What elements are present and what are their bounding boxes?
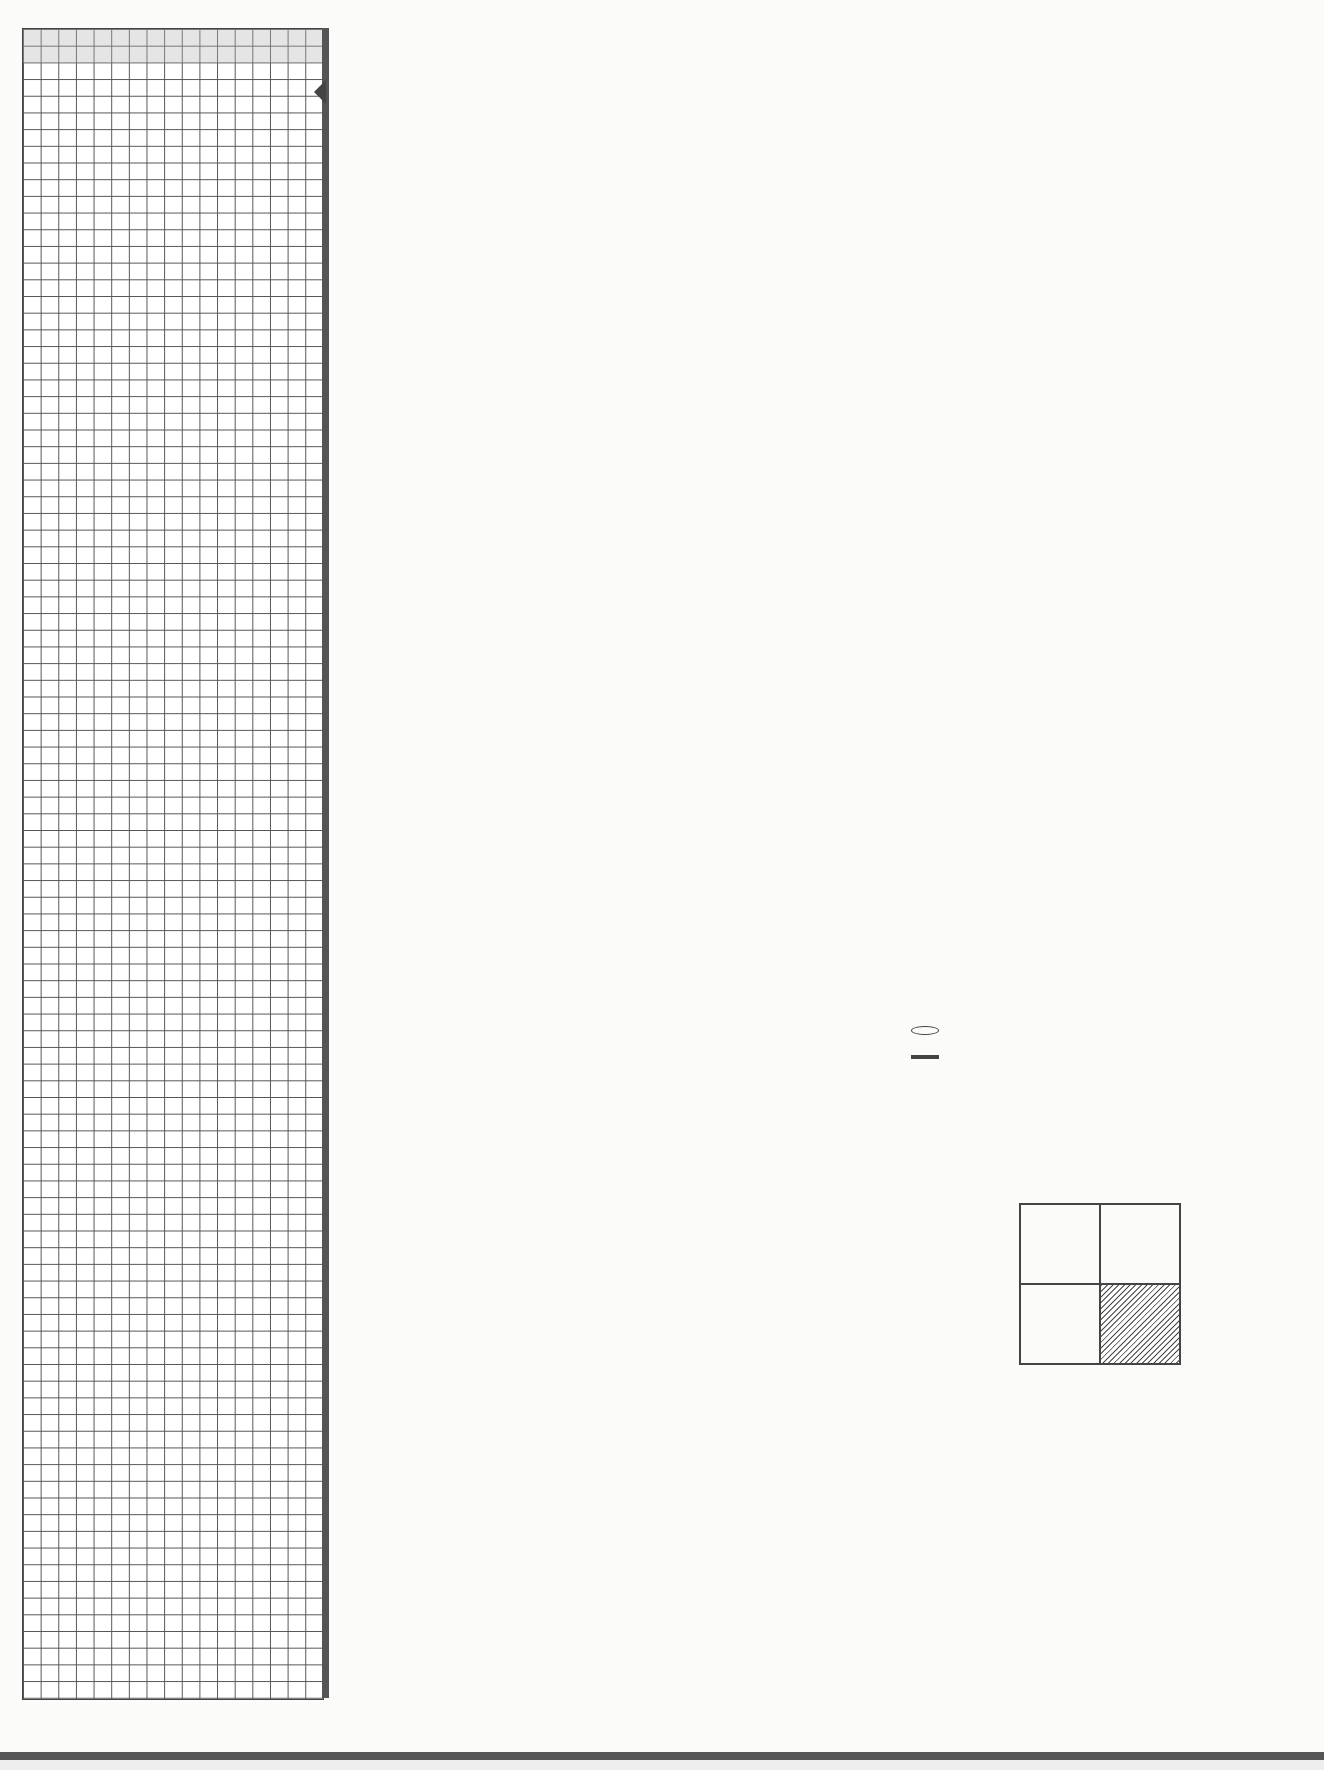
quadrant-bottom-left [1020, 1284, 1100, 1364]
backstitch-item [910, 1018, 1000, 1045]
model-description [910, 1097, 1300, 1123]
solid-line-icon [910, 1055, 940, 1059]
page-bottom-edge [0, 1752, 1324, 1760]
chart-border-edge [322, 28, 329, 1698]
chart-symbol-rows [23, 29, 323, 1699]
quadrant-top-left [1020, 1204, 1100, 1284]
backstitch-heading [910, 991, 1000, 1018]
backstitch-item [910, 1044, 1000, 1071]
oval-line-icon [910, 1026, 940, 1035]
page-bottom-margin [0, 1760, 1324, 1770]
quadrant-top-right [1100, 1204, 1180, 1284]
backstitch-section [910, 991, 1000, 1071]
cross-stitch-chart-grid [22, 28, 324, 1700]
quadrant-bottom-right-highlighted [1100, 1284, 1180, 1364]
section-locator-diagram [1019, 1203, 1181, 1365]
chart-center-marker [314, 80, 326, 104]
